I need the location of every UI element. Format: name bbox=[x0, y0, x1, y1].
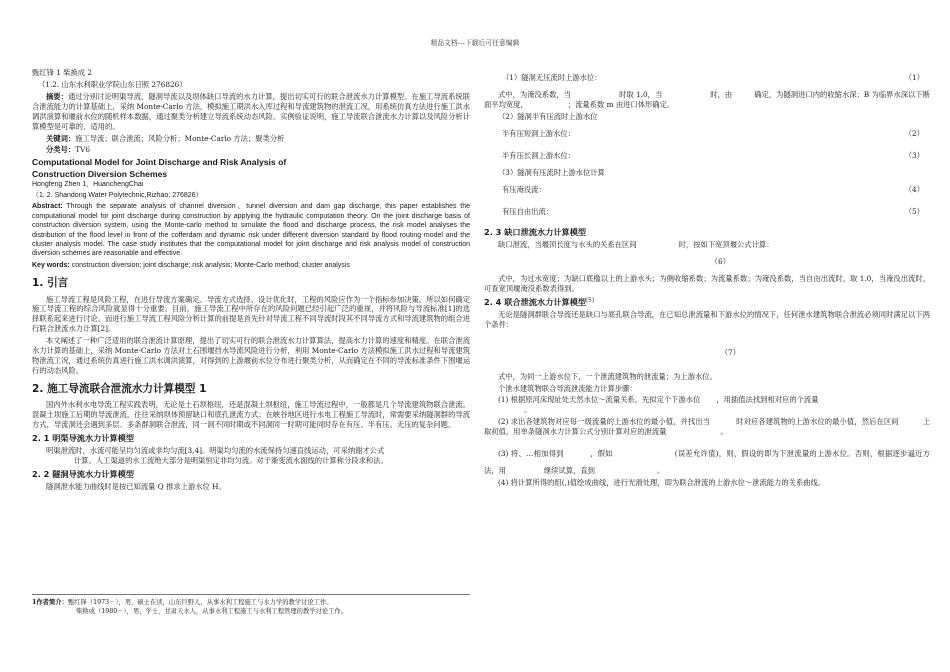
free-text-d: 确定，为隧洞进口内的收缩水深； bbox=[754, 90, 864, 99]
equation-5-slot bbox=[564, 206, 724, 215]
author-footnote bbox=[32, 594, 470, 616]
free-text-b: 时取 1.0，当 bbox=[619, 90, 663, 99]
equation-7-row bbox=[484, 332, 930, 372]
step3-c: (误差允许值)，则，假设的即为下泄流量的上游水位。否则，根据逐步逼近方法，用 bbox=[484, 449, 931, 476]
affiliation-en: （1. 2. Shandong Water Polytechnic,Rizhao, 276826） bbox=[32, 192, 203, 200]
section-1-paragraph-2: 本文阐述了一种广泛适用的联合泄流计算原理，提出了切实可行的联合泄流水力计算算法，提高水力计算的速度和精度。在联合泄流水力计算的基础上，采纳 Monte-Carlo 方法对土石围堰挡水导流风险进行分析，利用 Monte-Carlo 方法模拟施工洪水过程和导流建筑物泄流工况，通过系统仿真进行施工洪水调洪演算，对得到的上游堰前水位分布进行聚类分析，从而确定在不同的导流标准条件下围堰运行的动态风险。 bbox=[32, 336, 470, 375]
equation-5-row bbox=[484, 202, 930, 224]
equation-6-row bbox=[484, 252, 930, 274]
equation-5-number: （5） bbox=[904, 206, 924, 216]
error-condition-slot bbox=[613, 442, 675, 458]
section-2-2-paragraph: 隧洞泄水能力曲线时是按已知流量 Q 推求上游水位 H。 bbox=[46, 482, 226, 492]
abstract-en bbox=[32, 202, 470, 258]
keywords-cn bbox=[32, 134, 470, 144]
pressure-free-label: 有压自由出流： bbox=[502, 206, 554, 216]
equation-3-number: （3） bbox=[904, 150, 924, 160]
sum-qij-slot bbox=[564, 442, 590, 458]
equation-6-number: （6） bbox=[710, 256, 730, 266]
section-2-heading: 2. 施工导流联合泄流水力计算模型 1 bbox=[32, 382, 207, 395]
qij-slot bbox=[666, 427, 720, 436]
equation-2-slot bbox=[584, 128, 734, 137]
equation-1-row bbox=[484, 68, 930, 90]
zup-adjust-slot bbox=[506, 466, 544, 475]
step2-a: (2) 求出各建筑物对应每一级流量的上游水位的最小值，并找出当 bbox=[498, 417, 711, 427]
equation-7-slot bbox=[502, 336, 592, 366]
free-flow-label: （1）隧洞无压流时上游水位： bbox=[502, 73, 602, 82]
footnote-text-1: 甄红锋（1973－），男，硕士在读，山东巨野人，从事水利工程施工与水力学的教学讨论工作。 bbox=[67, 599, 333, 606]
s24-after-1: 式中，为同一上游水位下，一个泄流建筑物的泄流量；为上游水位。 bbox=[498, 371, 717, 381]
class-code-cn: TV6 bbox=[75, 145, 90, 155]
free-text-e: B 为临界水深以下断面平均宽度， bbox=[484, 90, 931, 109]
step3-b: ，假如 bbox=[589, 449, 613, 459]
section-2-1-heading: 2. 1 明渠导流水力计算模型 bbox=[32, 433, 135, 444]
s24-title: 2. 4 联合泄流水力计算模型 bbox=[484, 296, 587, 307]
abstract-label-en: Abstract: bbox=[32, 203, 63, 211]
semi-long-label: 半有压长洞上游水位： bbox=[502, 150, 575, 160]
step2-c: 上取初值，用单条隧洞水力计算公式分别计算对应的泄流量 bbox=[484, 417, 931, 437]
section-1-paragraph-1: 施工导流工程是风险工程，在进行导流方案确定、导流方式选择、设计优化时，工程的风险应作为一个指标参加决策，所以如何确定施工导流工程的综合风险就显得十分重要。目前，施工导流工程中所存在的风险问题已经引起广泛的重视，并将风险与导流标准[1]的选择联系起来进行讨论。而进行施工导流工程风险分析计算的前提是首先针对导流工程不同导流时段其不同导流方式和导流建筑物的组合进行联合泄流水力计算[2]。 bbox=[32, 294, 470, 334]
title-en-line-1: Computational Model for Joint Discharge and Risk Analysis of bbox=[32, 157, 287, 168]
section-1-heading: 1. 引言 bbox=[32, 277, 69, 290]
step-2 bbox=[484, 417, 930, 437]
class-label-cn: 分类号： bbox=[46, 145, 76, 155]
step1-c: 。 bbox=[524, 405, 532, 415]
page-header: 精品文档---下载后可任意编辑 bbox=[430, 39, 520, 47]
downstream-level-slot bbox=[700, 395, 716, 404]
abstract-cn bbox=[32, 92, 470, 132]
s24-ref: [5] bbox=[586, 296, 594, 303]
section-2-1-text-b: 计算。人工渠道的水工流绝大部分是明渠恒定非均匀流。对于渐变流水面线的计算称分段求和法。 bbox=[74, 456, 388, 466]
footnote-label: 1作者简介： bbox=[32, 599, 68, 606]
ratio-slot bbox=[732, 90, 754, 99]
step2-b: 时对应各建筑物的上游水位的最小值，然后在区间 bbox=[736, 417, 899, 427]
keywords-text-cn: 施工导流；联合泄流；风险分析；Monte-Carlo 方法；聚类分析 bbox=[75, 133, 285, 143]
abstract-text-cn: 通过分别讨论明渠导流、隧洞导流以及坝体缺口导流的水力计算，提出切实可行的联合泄流水力计算模型。在施工导流系统联合泄流能力的计算基础上，采纳 Monte-Carlo 方法，模拟施工期洪水入库过程和导流建筑物的泄流工况，用系统仿真方法进行施工洪水调洪演算和堰前水位的随机样本数据，通过聚类分析建立导流系统动态风险。实例验证说明，施工导流联合泄流水力计算以及风险分析计算模型是可靠的、适用的。 bbox=[32, 91, 471, 131]
keywords-label-en: Key words: bbox=[32, 261, 70, 269]
s23-text-b: 时，按如下宽顶堰公式计算： bbox=[678, 239, 774, 249]
section-2-1-paragraph bbox=[32, 446, 470, 466]
section-2-4-heading bbox=[484, 297, 930, 308]
equation-4-row bbox=[484, 180, 930, 202]
step-4: (4) 将计算所得的组(,)值绘成曲线，进行光滑处理，即为联合泄流的上游水位～泄流能力的关系曲线。 bbox=[498, 477, 826, 487]
equation-1-slot bbox=[619, 72, 769, 81]
equation-2-number: （2） bbox=[904, 128, 924, 138]
section-2-2-heading: 2. 2 隧洞导流水力计算模型 bbox=[32, 469, 135, 480]
pressure-flow-heading: （3）隧洞有压流时上游水位计算 bbox=[498, 167, 605, 177]
section-2-paragraph-1: 国内外水利水电导流工程实践表明，无论是土石坝枢纽，还是混凝土坝枢纽，施工导流过程中，一般都是几个导流建筑物联合泄流。混凝土坝施工后期的导流泄流，往往采纳坝体预留缺口和底孔泄流方式；在峡谷地区进行水电工程施工导流时，常需要采纳隧洞群的导流方式，导流洞还会遇到多层、多条群洞联合泄流，同一洞不同时期或不同洞同一时期可能同时存在有压、半有压、无压的复杂问题。 bbox=[32, 400, 470, 430]
equation-1-number: （1） bbox=[904, 73, 924, 82]
free-flow-explanation bbox=[484, 90, 930, 110]
abstract-label-cn: 摘要： bbox=[46, 91, 68, 101]
step-1 bbox=[484, 395, 930, 415]
equation-2-row bbox=[484, 124, 930, 146]
step3-d: 继续试算，直到 bbox=[543, 466, 595, 476]
semi-pressure-heading: （2）隧洞半有压流时上游水位 bbox=[498, 111, 598, 121]
equation-6-slot bbox=[502, 256, 582, 265]
step3-e: 。 bbox=[656, 466, 665, 476]
footnote-line-1 bbox=[32, 598, 470, 607]
section-2-3-explanation: 式中，为过水宽度；为缺口底槛以上的上游水头；为侧收缩系数；为流量系数；为淹没系数，当自由出流时，取 1.0，当淹没出流时，可查宽顶堰淹没系数表得到。 bbox=[484, 273, 930, 293]
authors-en: Hongfeng Zhen 1，HuanchengChai bbox=[32, 180, 144, 188]
abstract-text-en: Through the separate analysis of channel diversion、tunnel diversion and dam gap discharge, this paper establishes the computational model for joint discharge during construction by applying the hydraulic computation theory. On the joint discharge basis of construction diversion system, using the Monte-carlo method to simulate the flood and discharge process, the risk model analyses the distribution of the flood level in front of the cofferdam and dynamic risk under different diversion standard by flood routing model and the cluster analysis model. The case study institutes that the computational model for joint discharge and risk analysis model of construction diversion schemes are reasonable and effective. bbox=[32, 203, 470, 258]
s23-text-a: 缺口泄流，当堰顶长度与水头的关系在区间 bbox=[498, 239, 637, 249]
flow-index-slot bbox=[484, 405, 524, 414]
z-interval-slot bbox=[899, 417, 923, 426]
authors-cn: 甄红锋 1 柴换成 2 bbox=[32, 68, 93, 77]
submergence-condition-2-slot bbox=[662, 90, 710, 99]
submergence-condition-1-slot bbox=[571, 90, 619, 99]
free-text-c: 时，由 bbox=[710, 90, 733, 99]
affiliation-cn: （1.2. 山东水利职业学院山东日照 276826） bbox=[38, 79, 187, 89]
step1-a: (1) 根据原河床现址处天然水位～流量关系，先拟定个下游水位 bbox=[498, 395, 701, 405]
left-column bbox=[32, 68, 470, 494]
step-3 bbox=[484, 442, 930, 476]
free-text-a: 式中，为淹没系数，当 bbox=[498, 90, 572, 99]
free-text-f: ；流量系数 m 由进口体形确定。 bbox=[567, 99, 675, 109]
convergence-condition-slot bbox=[595, 459, 657, 475]
step2-d: 。 bbox=[720, 427, 728, 437]
width-formula-slot bbox=[528, 100, 568, 109]
section-2-1-text-a: 明渠泄流时，水流可能呈均匀流或非均匀流[3,4]。明渠均匀流的水流保持匀速直线运动，可采纳谢才公式 bbox=[46, 446, 385, 456]
title-en-line-2: Construction Diversion Schemes bbox=[32, 168, 168, 179]
semi-short-label: 半有压短洞上游水位： bbox=[502, 128, 575, 138]
title-en bbox=[32, 157, 470, 179]
right-column bbox=[484, 68, 930, 490]
keywords-label-cn: 关键词： bbox=[46, 133, 76, 143]
equation-3-slot bbox=[584, 150, 744, 159]
footnote-line-2: 柴换成（1980－），男，学士，甘肃天水人，从事水利工程施工与水利工程管理的教学讨论工作。 bbox=[76, 608, 348, 616]
step1-b: ，用插值法找到相对应的个流量 bbox=[716, 395, 819, 405]
keywords-en bbox=[32, 261, 470, 270]
step3-a: (3) 将、…相加得到 bbox=[498, 449, 564, 459]
equation-4-slot bbox=[564, 184, 724, 193]
equation-7-number: （7） bbox=[720, 347, 740, 357]
chezy-formula-slot bbox=[32, 456, 74, 465]
section-2-3-paragraph bbox=[484, 240, 930, 250]
qi-zero-slot bbox=[710, 417, 736, 426]
classification-cn bbox=[32, 145, 470, 155]
section-2-3-heading: 2. 3 缺口泄流水力计算模型 bbox=[484, 226, 587, 237]
keywords-text-en: construction diversion; joint discharge; risk analysis; Monte-Carlo method; cluster analysis bbox=[71, 261, 350, 269]
s24-after-2: 个泄水建筑物联合导流泄流能力计算步骤： bbox=[498, 383, 637, 393]
equation-4-number: （4） bbox=[904, 184, 924, 194]
section-2-4-paragraph: 无论是隧洞群联合导流还是缺口与底孔联合导流，在已知总泄流量和下游水位的情况下，任何泄水建筑物联合泄流必须同时满足以下两个条件： bbox=[484, 309, 930, 329]
interval-slot bbox=[637, 240, 679, 249]
equation-3-row bbox=[484, 146, 930, 168]
pressure-submerged-label: 有压淹没流： bbox=[502, 184, 546, 194]
